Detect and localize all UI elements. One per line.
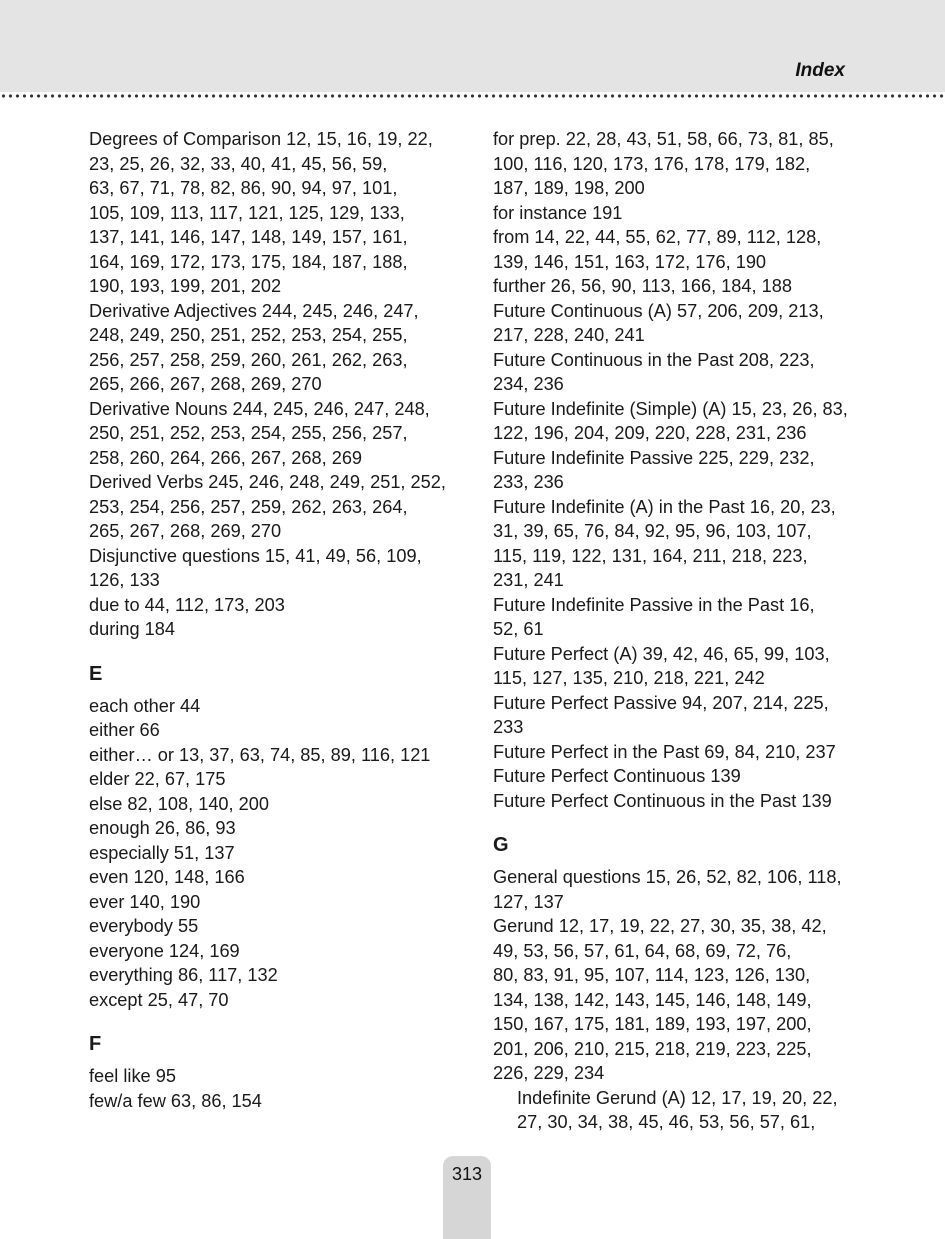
index-entry-line: everything 86, 117, 132 <box>89 965 278 985</box>
index-entry-line: Derivative Nouns 244, 245, 246, 247, 248, <box>89 398 430 419</box>
dotted-divider <box>0 92 945 100</box>
right-column <box>493 127 853 1135</box>
index-entry-line: 49, 53, 56, 57, 61, 64, 68, 69, 72, 76, <box>493 940 792 961</box>
index-entry <box>89 299 449 397</box>
index-entry-line: 256, 257, 258, 259, 260, 261, 262, 263, <box>89 349 408 370</box>
index-entry-line: Future Perfect (A) 39, 42, 46, 65, 99, 103, <box>493 643 830 664</box>
index-entry <box>493 201 853 226</box>
index-entry-line: Future Perfect in the Past 69, 84, 210, 237 <box>493 741 836 762</box>
index-entry <box>493 299 853 348</box>
index-entry-line: for prep. 22, 28, 43, 51, 58, 66, 73, 81, 85, <box>493 129 834 149</box>
index-entry-line: 27, 30, 34, 38, 45, 46, 53, 56, 57, 61, <box>517 1112 816 1132</box>
index-entry-line: 137, 141, 146, 147, 148, 149, 157, 161, <box>89 227 408 247</box>
index-entry <box>493 225 853 274</box>
index-entry-line: enough 26, 86, 93 <box>89 818 236 838</box>
index-entry-line: during 184 <box>89 619 175 639</box>
index-entry-line: 190, 193, 199, 201, 202 <box>89 276 282 296</box>
index-entry <box>493 127 853 201</box>
index-entry <box>89 397 449 471</box>
index-entry <box>89 841 449 866</box>
index-entry-line: 233, 236 <box>493 472 564 492</box>
index-entry-line: from 14, 22, 44, 55, 62, 77, 89, 112, 128, <box>493 227 822 247</box>
index-entry-line: 217, 228, 240, 241 <box>493 325 645 345</box>
index-entry <box>493 446 853 495</box>
index-entry-line: Degrees of Comparison 12, 15, 16, 19, 22, <box>89 129 433 149</box>
index-entry-line: 127, 137 <box>493 891 564 912</box>
g-sub-entry <box>493 1086 853 1135</box>
index-entry-line: Future Indefinite (A) in the Past 16, 20, 23, <box>493 496 836 517</box>
index-entry <box>89 939 449 964</box>
index-entry-line: Derived Verbs 245, 246, 248, 249, 251, 252, <box>89 472 446 492</box>
index-entry <box>89 914 449 939</box>
index-entry <box>493 495 853 593</box>
index-entry-line: 31, 39, 65, 76, 84, 92, 95, 96, 103, 107, <box>493 521 812 541</box>
index-entry-line: either… or 13, 37, 63, 74, 85, 89, 116, 121 <box>89 744 431 765</box>
index-entry-line: else 82, 108, 140, 200 <box>89 793 270 814</box>
index-entry-line: either 66 <box>89 720 160 740</box>
index-entry <box>89 617 449 642</box>
index-entry-line: especially 51, 137 <box>89 842 235 863</box>
index-entry-line: 250, 251, 252, 253, 254, 255, 256, 257, <box>89 423 408 443</box>
index-entry-line: for instance 191 <box>493 202 623 223</box>
index-entry-line: Future Continuous in the Past 208, 223, <box>493 349 815 370</box>
index-entry <box>89 865 449 890</box>
index-entry-line: Future Continuous (A) 57, 206, 209, 213, <box>493 300 824 321</box>
index-entry <box>89 1064 449 1089</box>
index-entry-line: 100, 116, 120, 173, 176, 178, 179, 182, <box>493 153 811 174</box>
f-entries <box>89 1064 449 1113</box>
index-entry-line: Disjunctive questions 15, 41, 49, 56, 109, <box>89 545 422 566</box>
e-entries <box>89 694 449 1013</box>
index-entry-line: 234, 236 <box>493 374 564 394</box>
index-entry-line: 253, 254, 256, 257, 259, 262, 263, 264, <box>89 496 408 517</box>
index-entry-line: Future Indefinite (Simple) (A) 15, 23, 26, 83, <box>493 398 848 419</box>
index-entry-line: Indefinite Gerund (A) 12, 17, 19, 20, 22, <box>517 1087 838 1108</box>
f-entries-continued <box>493 127 853 813</box>
left-column <box>89 127 449 1113</box>
index-entry-line: 63, 67, 71, 78, 82, 86, 90, 94, 97, 101, <box>89 178 398 198</box>
index-entry <box>493 789 853 814</box>
index-entry <box>493 764 853 789</box>
index-entry-line: 52, 61 <box>493 619 544 639</box>
index-entry-line: 226, 229, 234 <box>493 1063 605 1083</box>
index-entry-line: 115, 127, 135, 210, 218, 221, 242 <box>493 668 765 688</box>
index-entry-line: everyone 124, 169 <box>89 940 240 961</box>
index-entry-line: 150, 167, 175, 181, 189, 193, 197, 200, <box>493 1014 812 1034</box>
index-entry-line: Future Indefinite Passive 225, 229, 232, <box>493 447 815 468</box>
index-entry-line: except 25, 47, 70 <box>89 989 229 1010</box>
index-entry <box>89 988 449 1013</box>
section-heading-e: E <box>89 662 103 685</box>
index-entry <box>89 718 449 743</box>
index-entry <box>493 348 853 397</box>
index-entry-line: 122, 196, 204, 209, 220, 228, 231, 236 <box>493 423 807 443</box>
section-heading-g: G <box>493 834 509 856</box>
index-entry <box>89 890 449 915</box>
index-entry-line: 115, 119, 122, 131, 164, 211, 218, 223, <box>493 545 808 566</box>
index-entry <box>89 470 449 544</box>
index-entry <box>89 593 449 618</box>
index-entry-line: everybody 55 <box>89 916 199 936</box>
index-entry-line: Future Indefinite Passive in the Past 16, <box>493 594 815 615</box>
index-entry-line: 231, 241 <box>493 570 564 590</box>
index-entry-line: 80, 83, 91, 95, 107, 114, 123, 126, 130, <box>493 965 811 985</box>
index-entry-line: further 26, 56, 90, 113, 166, 184, 188 <box>493 276 792 296</box>
index-entry <box>89 767 449 792</box>
index-entry-line: 139, 146, 151, 163, 172, 176, 190 <box>493 251 767 272</box>
index-entry <box>89 694 449 719</box>
index-entry-line: elder 22, 67, 175 <box>89 769 226 789</box>
index-entry-line: ever 140, 190 <box>89 891 201 912</box>
index-entry <box>89 963 449 988</box>
index-entry-line: 248, 249, 250, 251, 252, 253, 254, 255, <box>89 325 408 345</box>
section-heading-f: F <box>89 1033 102 1055</box>
index-entry-line: each other 44 <box>89 695 201 716</box>
index-entry-line: Future Perfect Continuous 139 <box>493 766 741 786</box>
page-number: 313 <box>451 1164 483 1184</box>
index-entry <box>89 127 449 299</box>
index-entry-line: Future Perfect Passive 94, 207, 214, 225, <box>493 692 829 713</box>
index-entry <box>493 914 853 1086</box>
index-entry <box>493 865 853 914</box>
index-entry <box>89 544 449 593</box>
index-entry-line: General questions 15, 26, 52, 82, 106, 118, <box>493 867 842 887</box>
index-entry <box>493 740 853 765</box>
index-entry-line: even 120, 148, 166 <box>89 867 245 887</box>
index-entry-line: 23, 25, 26, 32, 33, 40, 41, 45, 56, 59, <box>89 153 388 174</box>
index-entry <box>493 593 853 642</box>
index-entry-line: 164, 169, 172, 173, 175, 184, 187, 188, <box>89 251 408 272</box>
index-entry <box>493 397 853 446</box>
index-entry-line: 105, 109, 113, 117, 121, 125, 129, 133, <box>89 202 405 223</box>
index-sub-entry <box>493 1086 853 1135</box>
d-entries <box>89 127 449 642</box>
index-entry-line: 265, 266, 267, 268, 269, 270 <box>89 374 322 394</box>
index-entry <box>89 743 449 768</box>
index-entry-line: due to 44, 112, 173, 203 <box>89 594 285 615</box>
index-entry-line: Derivative Adjectives 244, 245, 246, 247, <box>89 300 419 321</box>
index-entry-line: Gerund 12, 17, 19, 22, 27, 30, 35, 38, 42, <box>493 916 827 936</box>
header-title: Index <box>795 60 845 81</box>
index-entry <box>89 792 449 817</box>
index-entry-line: 187, 189, 198, 200 <box>493 178 645 198</box>
index-entry <box>493 691 853 740</box>
index-entry <box>493 642 853 691</box>
index-entry-line: 134, 138, 142, 143, 145, 146, 148, 149, <box>493 989 812 1010</box>
index-entry-line: 233 <box>493 717 524 737</box>
index-entry-line: feel like 95 <box>89 1066 176 1086</box>
index-entry <box>493 274 853 299</box>
g-entries <box>493 865 853 1086</box>
index-entry-line: Future Perfect Continuous in the Past 139 <box>493 790 832 811</box>
index-entry <box>89 816 449 841</box>
index-entry <box>89 1089 449 1114</box>
index-entry-line: 265, 267, 268, 269, 270 <box>89 521 282 541</box>
index-entry-line: 201, 206, 210, 215, 218, 219, 223, 225, <box>493 1038 812 1059</box>
index-entry-line: 258, 260, 264, 266, 267, 268, 269 <box>89 447 363 468</box>
page-header <box>0 0 945 92</box>
index-entry-line: few/a few 63, 86, 154 <box>89 1090 262 1111</box>
index-entry-line: 126, 133 <box>89 570 160 590</box>
